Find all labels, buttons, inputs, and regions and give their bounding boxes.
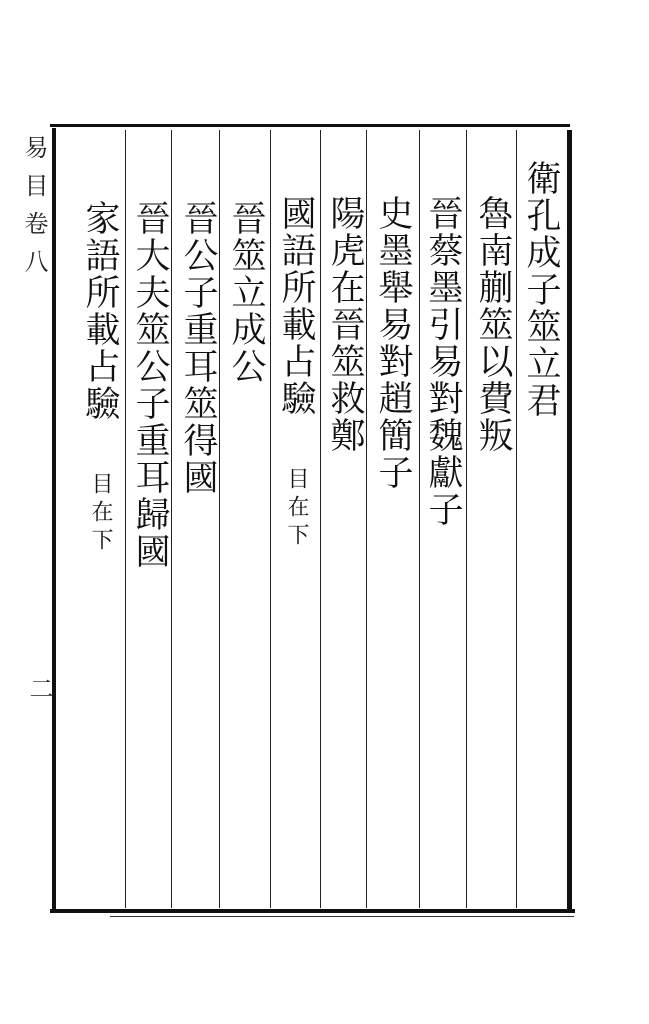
text-column-4 (373, 195, 413, 491)
column-text: 國語所載占驗 (276, 195, 316, 417)
text-column-1 (521, 160, 561, 419)
column-text: 晉筮立成公 (226, 200, 266, 385)
column-note: 目在下 (284, 467, 309, 551)
column-divider (419, 130, 420, 908)
left-border-rule (52, 128, 56, 910)
gutter-title: 易目卷八 (20, 135, 48, 287)
column-text: 晉大夫筮公子重耳歸國 (130, 200, 170, 570)
column-text: 史墨舉易對趙簡子 (373, 195, 413, 491)
column-text: 晉蔡墨引易對魏獻子 (423, 195, 463, 528)
text-column-2 (473, 195, 513, 454)
bottom-inner-rule (110, 916, 574, 917)
column-divider (270, 130, 271, 908)
text-column-3 (423, 195, 463, 528)
right-border-rule (567, 130, 572, 910)
column-text: 陽虎在晉筮救鄭 (325, 195, 365, 454)
column-divider (320, 130, 321, 908)
top-border-rule (50, 124, 570, 127)
column-text: 家語所載占驗 (80, 200, 120, 422)
column-divider (171, 130, 172, 908)
column-text: 魯南蒯筮以費叛 (473, 195, 513, 454)
text-column-7 (226, 200, 266, 385)
text-column-10 (80, 200, 120, 556)
column-divider (125, 130, 126, 908)
text-column-9 (130, 200, 170, 570)
text-column-6 (276, 195, 316, 551)
text-column-5 (325, 195, 365, 454)
column-text: 晉公子重耳筮得國 (178, 200, 218, 496)
column-divider (466, 130, 467, 908)
gutter-page-number: 二 (25, 676, 53, 700)
column-divider (366, 130, 367, 908)
column-text: 衛孔成子筮立君 (521, 160, 561, 419)
bottom-border-rule (50, 909, 575, 913)
column-note: 目在下 (88, 472, 113, 556)
text-column-8 (178, 200, 218, 496)
column-divider (516, 130, 517, 908)
column-divider (219, 130, 220, 908)
